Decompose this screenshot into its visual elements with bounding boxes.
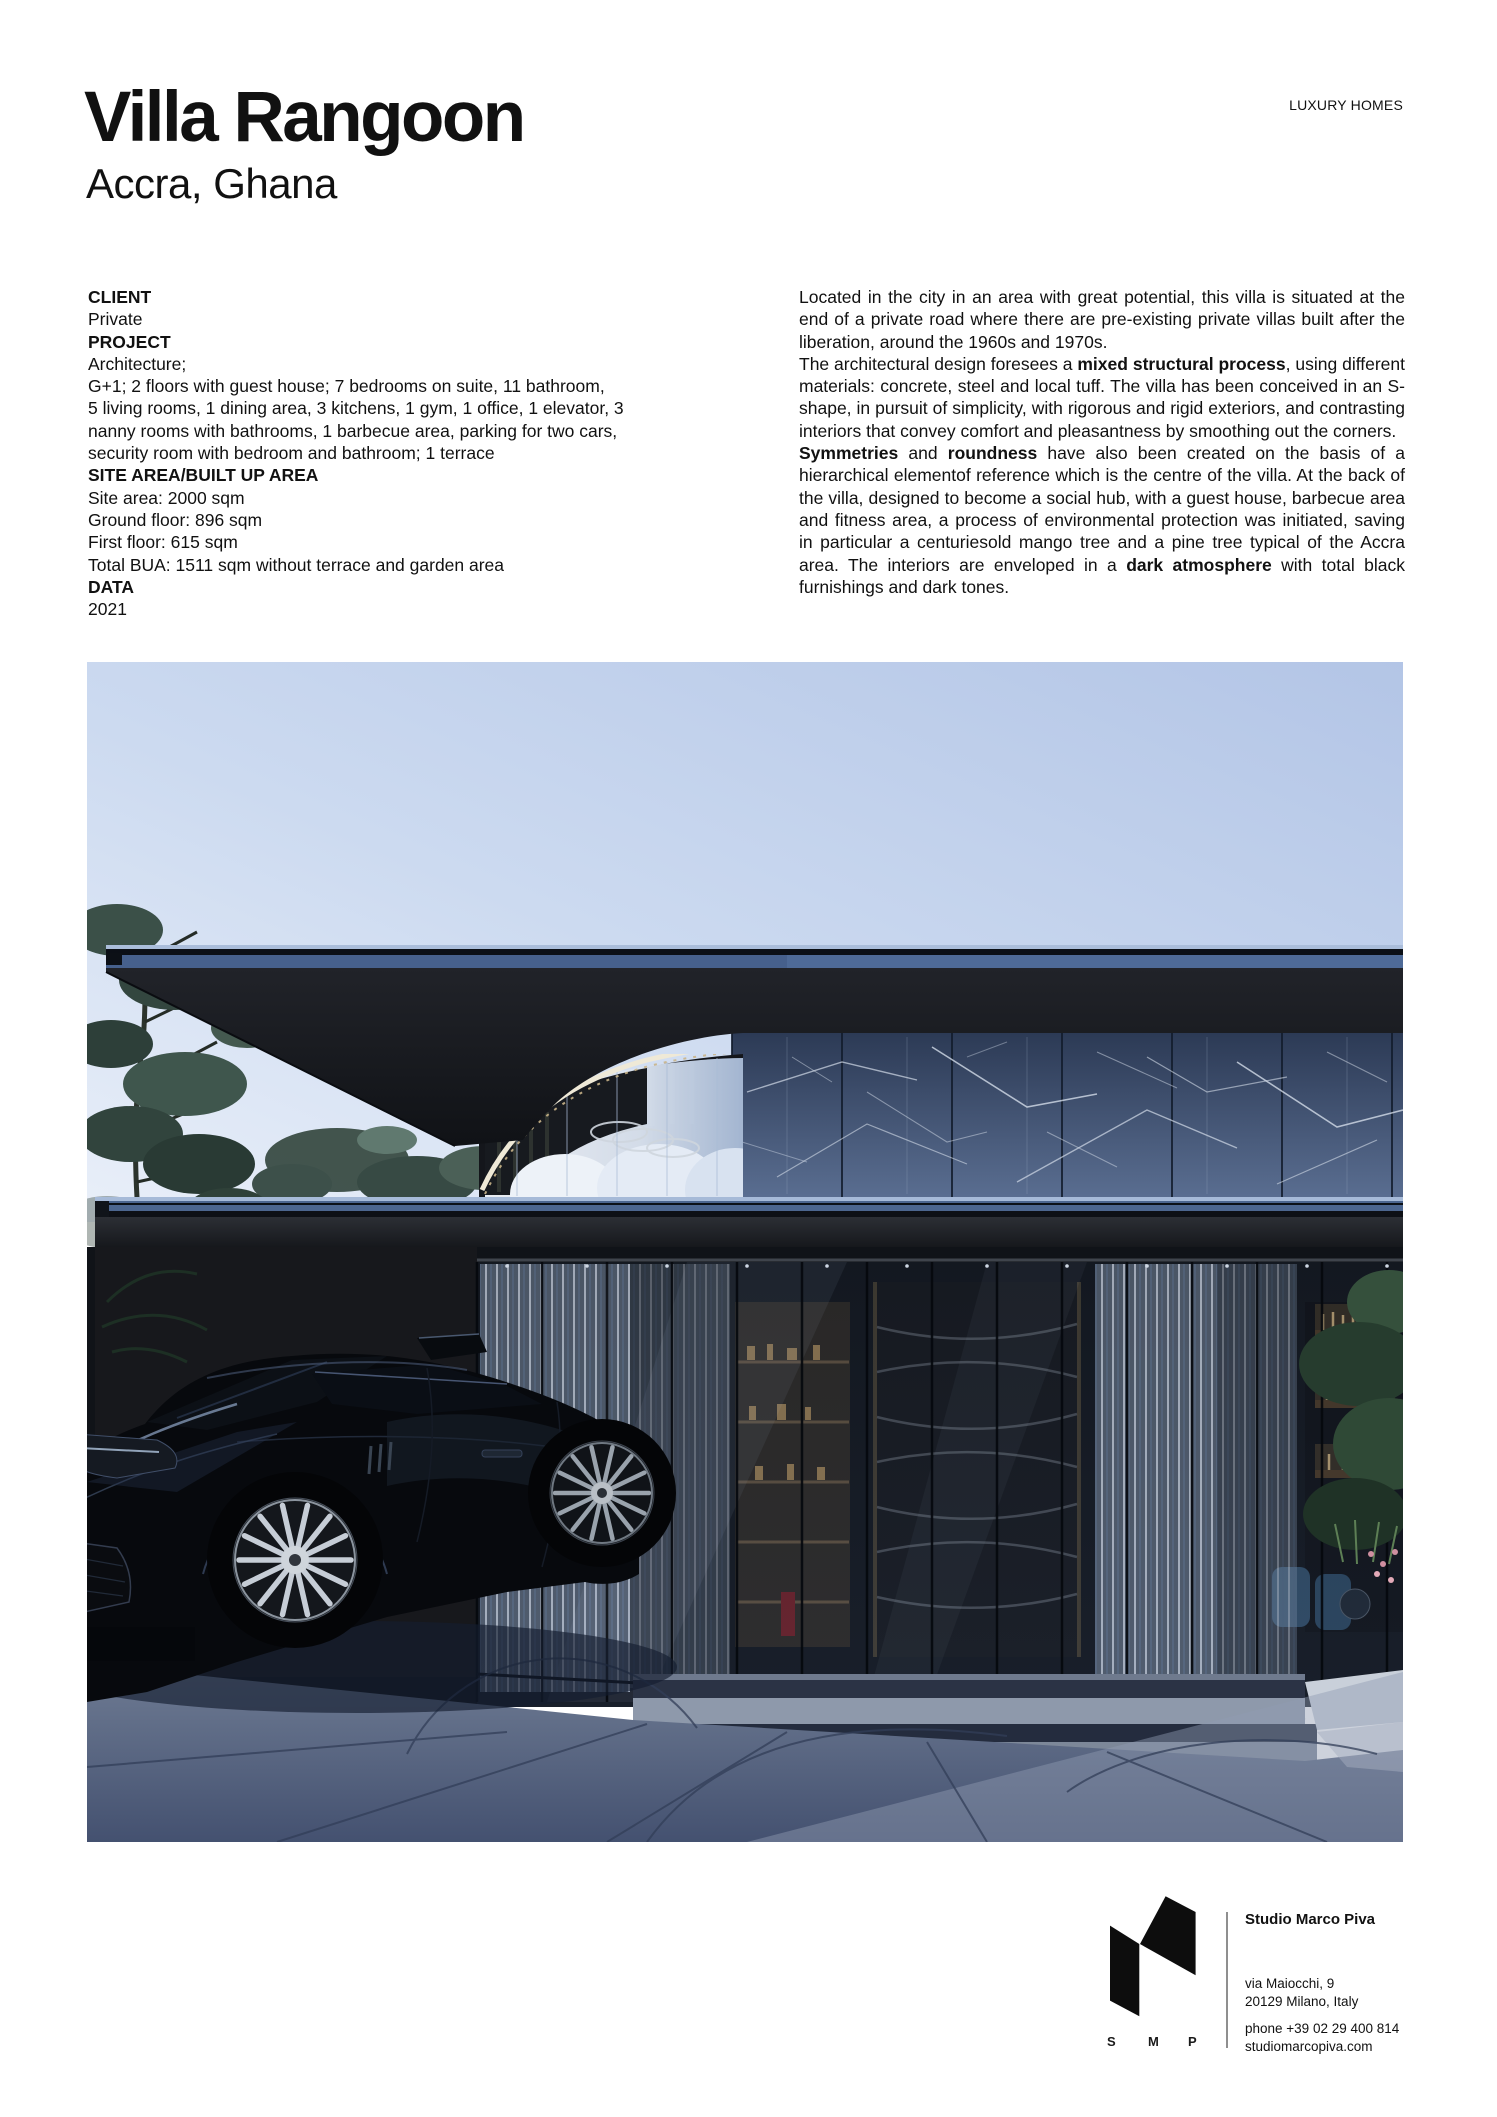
brand-label: LUXURY HOMES [1289, 97, 1403, 113]
logo-right-shape [1140, 1896, 1196, 1975]
spec-line: G+1; 2 floors with guest house; 7 bedrooms on suite, 11 bathroom, [88, 376, 605, 397]
spec-line: nanny rooms with bathrooms, 1 barbecue area, parking for two cars, [88, 420, 618, 441]
spec-value-year: 2021 [88, 599, 127, 620]
logo-letter-m: M [1148, 2034, 1159, 2049]
spec-line: security room with bedroom and bathroom; 1 terrace [88, 443, 495, 464]
logo-left-shape [1110, 1926, 1139, 2017]
footer-divider [1226, 1912, 1228, 2048]
description-paragraph-3: Symmetries and roundness have also been created on the basis of a hierarchical elementof reference which is the centre of the villa. At the back of the villa, designed to become a social hub, with a guest house, barbecue area and fitness area, a process of environmental protection was initiated, saving in particular a centuriesold mango tree and a pine tree typical of the Accra area. The interiors are enveloped in a dark atmosphere with total black furnishings and dark tones. [799, 443, 1405, 597]
car-rear-wheel [528, 1419, 676, 1567]
spec-label-site-area: SITE AREA/BUILT UP AREA [88, 465, 319, 486]
marble-upper-wall [732, 1033, 1403, 1199]
studio-name: Studio Marco Piva [1245, 1911, 1376, 1928]
page-subtitle: Accra, Ghana [86, 160, 337, 207]
project-description [799, 286, 1405, 598]
studio-info [1245, 1911, 1399, 2056]
studio-address-line1: via Maiocchi, 9 [1245, 1976, 1335, 1991]
description-paragraph-1: Located in the city in an area with great potential, this villa is situated at the end of a private road where there are pre-existing private villas built after the liberation, around the 1960s and 1970s. [799, 287, 1405, 352]
studio-phone: phone +39 02 29 400 814 [1245, 2021, 1400, 2036]
studio-website [1245, 2038, 1399, 2056]
description-paragraph-2: The architectural design foresees a mixed structural process, using different materials: concrete, steel and local tuff. The villa has been conceived in an S-shape, in pursuit of simplicity, with rigorous and rigid exteriors, and contrasting interiors that convey comfort and pleasantness by smoothing out the corners. [799, 353, 1405, 441]
spec-label-client: CLIENT [88, 287, 152, 307]
spec-line: Site area: 2000 sqm [88, 487, 245, 508]
spec-label-project: PROJECT [88, 331, 171, 352]
studio-address-line2: 20129 Milano, Italy [1245, 1994, 1359, 2009]
spec-line: Ground floor: 896 sqm [88, 509, 263, 530]
villa-rendering-image [87, 662, 1403, 1842]
project-specs [88, 286, 738, 620]
spec-line: Architecture; [88, 353, 187, 374]
page-title: Villa Rangoon [84, 78, 524, 157]
logo-letter-p: P [1188, 2034, 1197, 2049]
spec-value-client: Private [88, 309, 143, 330]
car-front-wheel [207, 1472, 383, 1648]
spec-line: Total BUA: 1511 sqm without terrace and garden area [88, 554, 505, 575]
spec-label-data: DATA [88, 576, 135, 597]
studio-website-link[interactable]: studiomarcopiva.com [1245, 2039, 1373, 2054]
spec-line: First floor: 615 sqm [88, 532, 238, 553]
spec-line: 5 living rooms, 1 dining area, 3 kitchens, 1 gym, 1 office, 1 elevator, 3 [88, 398, 624, 419]
logo-letter-s: S [1107, 2034, 1116, 2049]
villa-rendering-graphic [87, 662, 1403, 1842]
studio-logo [1095, 1888, 1225, 2058]
car-door-handle [482, 1450, 522, 1457]
mid-fascia [95, 1197, 1403, 1247]
